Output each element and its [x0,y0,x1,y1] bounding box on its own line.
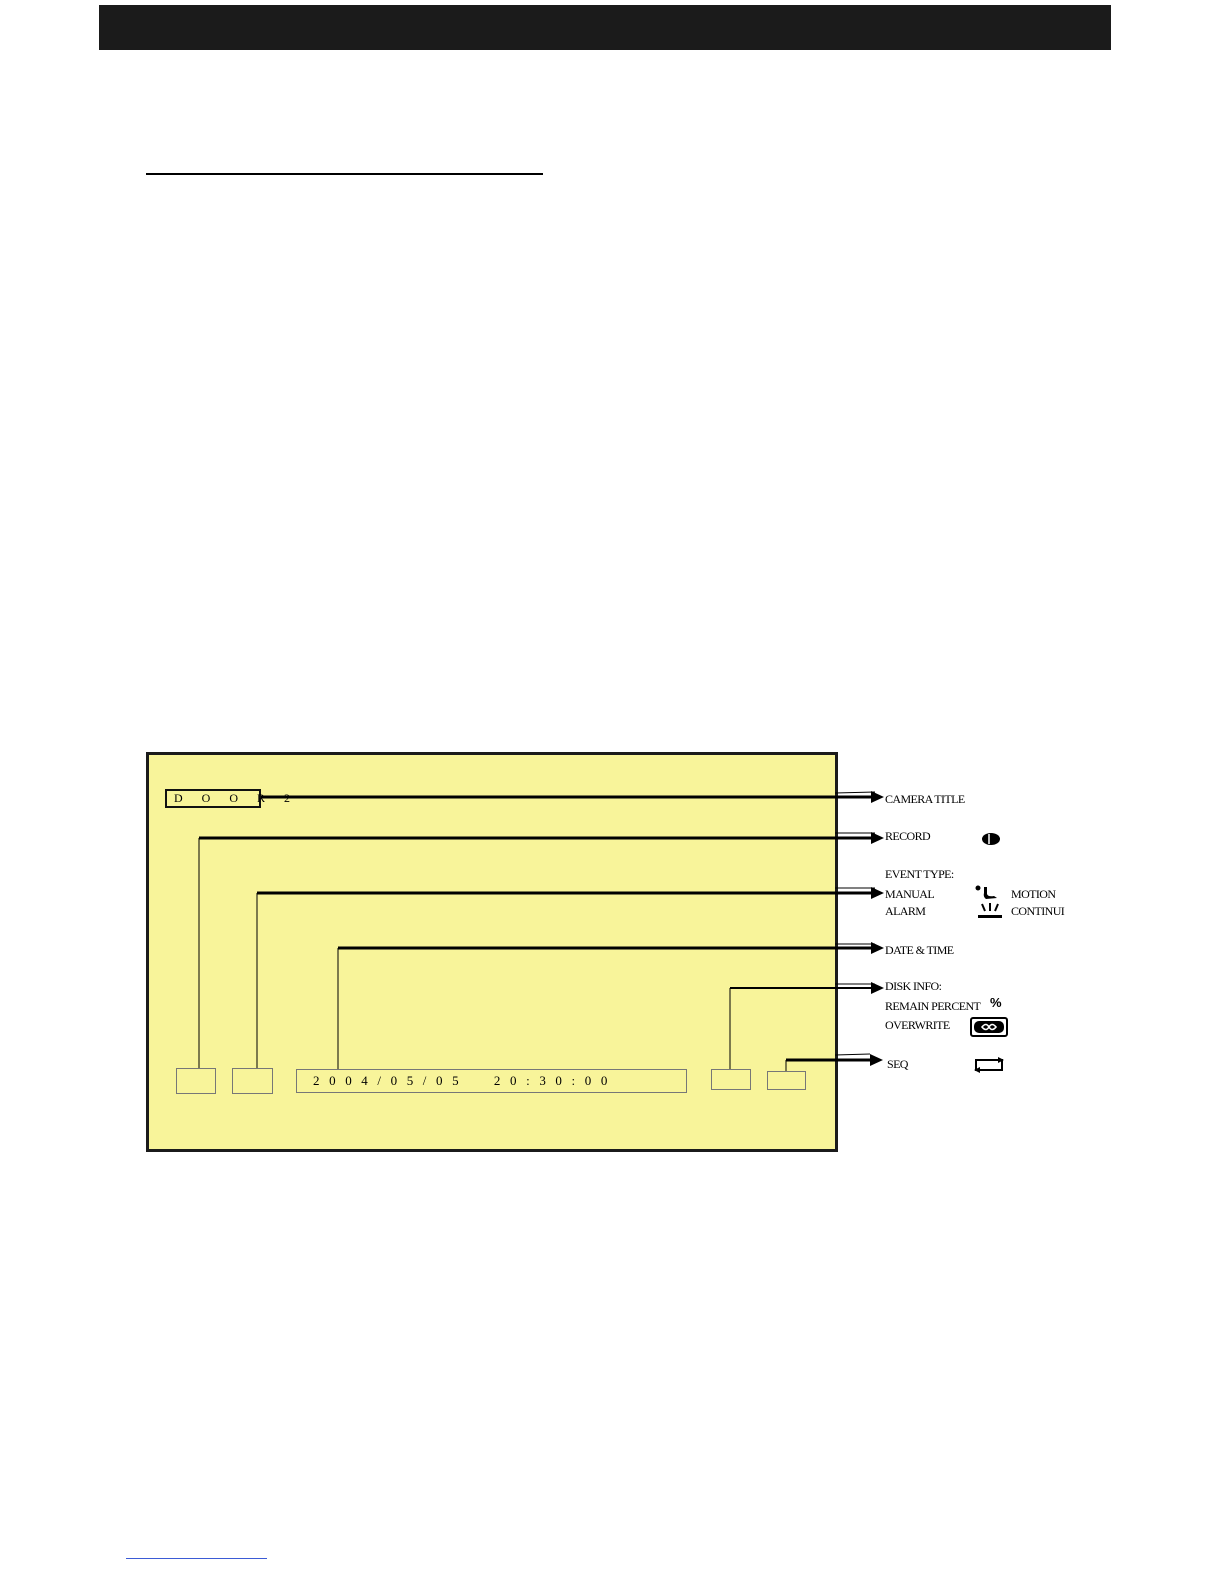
arrowhead-record [871,832,884,844]
label-motion: MOTION [1011,887,1056,901]
motion-icon [974,884,1000,902]
percent-symbol: % [990,995,1002,1010]
footer-rule [126,1558,267,1559]
label-camera-title: CAMERA TITLE [885,792,965,806]
arrowhead-camera-title [871,791,884,803]
label-date-time: DATE & TIME [885,943,954,957]
arrowhead-seq [870,1054,883,1066]
label-event-type: EVENT TYPE: [885,867,954,881]
label-overwrite: OVERWRITE [885,1018,950,1032]
label-record: RECORD [885,829,931,843]
label-seq: SEQ [887,1057,908,1071]
arrowhead-date-time [871,942,884,954]
continuous-icon [976,902,1004,920]
label-manual: MANUAL [885,887,935,901]
record-icon [981,832,1001,846]
label-remain-percent: REMAIN PERCENT [885,999,981,1013]
seq-icon [972,1057,1006,1073]
label-alarm: ALARM [885,904,926,918]
label-disk-info: DISK INFO: [885,979,942,993]
label-continuous: CONTINUI [1011,904,1065,918]
arrowhead-disk-info [871,982,884,994]
camera-title-box: D O O R 2 [165,789,261,808]
overwrite-icon [970,1017,1008,1037]
arrowhead-event-type [871,887,884,899]
datetime-box: 2004/05/05 20:30:00 [296,1069,687,1093]
